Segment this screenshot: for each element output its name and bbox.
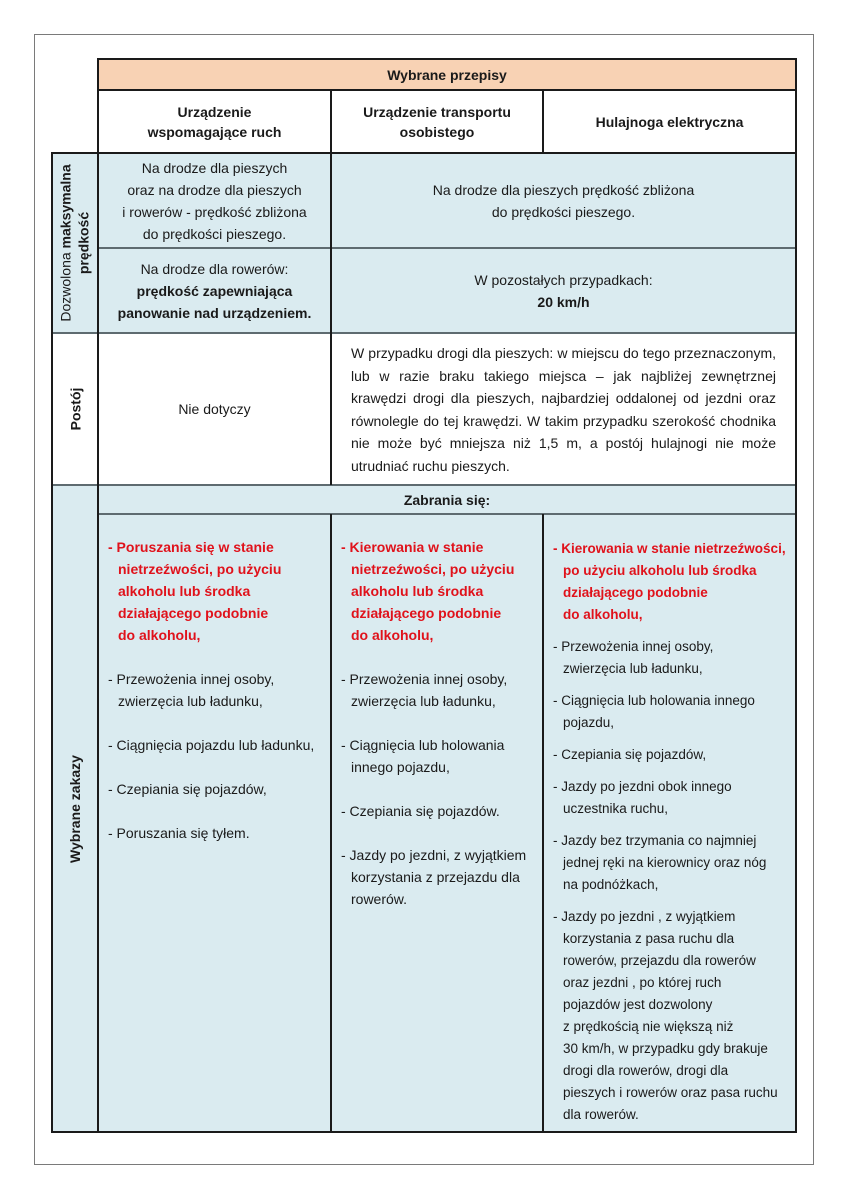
ban-line: - Przewożenia innej osoby, bbox=[341, 671, 508, 687]
bans-col1 bbox=[108, 536, 328, 844]
row-label-bans bbox=[52, 485, 98, 1132]
bans-col3 bbox=[553, 538, 793, 1126]
ban-line: - Czepiania się pojazdów, bbox=[108, 781, 267, 797]
ban-line: - Ciągnięcia lub holowania bbox=[341, 737, 505, 753]
grid-line bbox=[97, 58, 797, 60]
parking-col1-text: Nie dotyczy bbox=[178, 401, 251, 417]
ban-line: pojazdu, bbox=[563, 715, 615, 730]
speed-label-normal: Dozwolona bbox=[58, 248, 74, 322]
bans-header bbox=[98, 485, 796, 514]
ban-item bbox=[553, 744, 793, 766]
row-label-speed bbox=[52, 153, 98, 333]
bans-label-text: Wybrane zakazy bbox=[67, 754, 83, 863]
grid-line bbox=[542, 89, 544, 153]
grid-line bbox=[51, 152, 797, 154]
col3-header-line1: Hulajnoga elektryczna bbox=[595, 113, 744, 130]
ban-item bbox=[108, 734, 328, 756]
ban-line: pieszych i rowerów oraz pasa ruchu bbox=[563, 1085, 778, 1100]
grid-line bbox=[51, 1131, 797, 1133]
grid-line bbox=[97, 89, 797, 91]
col1-header-line1: Urządzenie bbox=[177, 103, 252, 120]
ban-line: zwierzęcia lub ładunku, bbox=[563, 661, 703, 676]
column-header-personal-transport bbox=[331, 90, 543, 153]
table-title bbox=[98, 59, 796, 90]
speed-col1-line: oraz na drodze dla pieszych bbox=[127, 181, 302, 198]
ban-item bbox=[341, 844, 541, 910]
ban-item bbox=[108, 668, 328, 712]
ban-line: dla rowerów. bbox=[563, 1107, 639, 1122]
ban-item-drunk bbox=[341, 536, 541, 646]
ban-line: rowerów. bbox=[351, 891, 408, 907]
grid-line bbox=[51, 152, 53, 1133]
ban-item-drunk bbox=[108, 536, 328, 646]
ban-item bbox=[108, 822, 328, 844]
ban-item bbox=[553, 776, 793, 820]
parking-label-text: Postój bbox=[67, 387, 83, 431]
ban-line: - Poruszania się tyłem. bbox=[108, 825, 250, 841]
col1-header-line2: wspomagające ruch bbox=[147, 123, 282, 140]
ban-item bbox=[341, 734, 541, 778]
grid-line bbox=[98, 247, 796, 249]
ban-line: do alkoholu, bbox=[563, 607, 643, 622]
ban-line: - Czepiania się pojazdów. bbox=[341, 803, 500, 819]
speed-col23-pedestrian bbox=[331, 153, 796, 248]
grid-line bbox=[795, 58, 797, 1133]
ban-line: z prędkością nie większą niż bbox=[563, 1019, 734, 1034]
ban-line: - Kierowania w stanie bbox=[341, 539, 484, 555]
ban-line: działającego podobnie bbox=[118, 605, 269, 621]
grid-line bbox=[330, 514, 332, 1133]
speed-col1-line: Na drodze dla pieszych bbox=[141, 159, 288, 176]
speed-col1-bike-bold2: panowanie nad urządzeniem. bbox=[117, 304, 312, 321]
ban-line: alkoholu lub środka bbox=[118, 583, 251, 599]
ban-line: - Przewożenia innej osoby, bbox=[553, 639, 714, 654]
ban-line: na podnóżkach, bbox=[563, 877, 659, 892]
ban-line: - Ciągnięcia lub holowania innego bbox=[553, 693, 755, 708]
ban-line: do alkoholu, bbox=[351, 627, 434, 643]
ban-line: - Jazdy po jezdni , z wyjątkiem bbox=[553, 909, 736, 924]
ban-item bbox=[553, 690, 793, 734]
speed-col1-bike-line1: Na drodze dla rowerów: bbox=[140, 260, 289, 277]
ban-line: zwierzęcia lub ładunku, bbox=[351, 693, 496, 709]
grid-line bbox=[98, 513, 796, 515]
ban-item bbox=[341, 668, 541, 712]
ban-line: działającego podobnie bbox=[563, 585, 708, 600]
ban-line: - Jazdy po jezdni, z wyjątkiem bbox=[341, 847, 527, 863]
speed-col1-pedestrian bbox=[98, 153, 331, 248]
ban-line: - Przewożenia innej osoby, bbox=[108, 671, 275, 687]
ban-line: uczestnika ruchu, bbox=[563, 801, 669, 816]
parking-col1 bbox=[98, 333, 331, 485]
ban-line: - Czepiania się pojazdów, bbox=[553, 747, 707, 762]
ban-line: - Jazdy po jezdni obok innego bbox=[553, 779, 732, 794]
speed-col1-bike-bold1: prędkość zapewniająca bbox=[136, 282, 293, 299]
speed-label-bold2: prędkość bbox=[76, 211, 92, 275]
speed-col1-bikepath bbox=[98, 248, 331, 333]
bans-col2 bbox=[341, 536, 541, 910]
parking-col23-text: W przypadku drogi dla pieszych: w miejscu do tego przeznaczonym, lub w razie braku takiego miejsca – jak najbliżej zewnętrznej krawędzi drogi dla pieszych, najbardziej oddalonej od jezdni oraz równolegle do tej krawędzi. W takim przypadku szerokość chodnika nie może być mniejsza niż 1,5 m, a postój hulajnogi nie może utrudniać ruchu pieszych. bbox=[351, 345, 776, 474]
ban-line: po użyciu alkoholu lub środka bbox=[563, 563, 757, 578]
col2-header-line1: Urządzenie transportu bbox=[363, 103, 511, 120]
grid-line bbox=[51, 332, 797, 334]
ban-line: działającego podobnie bbox=[351, 605, 502, 621]
ban-line: - Poruszania się w stanie bbox=[108, 539, 274, 555]
column-header-e-scooter bbox=[543, 90, 796, 153]
speed-col1-line: i rowerów - prędkość zbliżona bbox=[122, 203, 307, 220]
column-header-assistive-device bbox=[98, 90, 331, 153]
ban-line: zwierzęcia lub ładunku, bbox=[118, 693, 263, 709]
ban-line: nietrzeźwości, po użyciu bbox=[118, 561, 282, 577]
ban-line: jednej ręki na kierownicy oraz nóg bbox=[563, 855, 767, 870]
table-title-text: Wybrane przepisy bbox=[387, 66, 507, 83]
ban-item bbox=[341, 800, 541, 822]
row-label-parking bbox=[52, 333, 98, 485]
bans-header-text: Zabrania się: bbox=[403, 491, 491, 508]
ban-line: rowerów, przejazdu dla rowerów bbox=[563, 953, 756, 968]
grid-line bbox=[97, 58, 99, 1133]
grid-line bbox=[51, 484, 797, 486]
col2-header-line2: osobistego bbox=[399, 123, 475, 140]
speed-col23-other-line1: W pozostałych przypadkach: bbox=[474, 271, 653, 288]
speed-col23-other bbox=[331, 248, 796, 333]
grid-line bbox=[330, 89, 332, 153]
speed-limit-value: 20 km/h bbox=[537, 293, 590, 310]
ban-line: oraz jezdni , po której ruch bbox=[563, 975, 722, 990]
ban-line: alkoholu lub środka bbox=[351, 583, 484, 599]
speed-col23-line: do prędkości pieszego. bbox=[491, 203, 636, 220]
ban-line: korzystania z przejazdu dla bbox=[351, 869, 520, 885]
ban-line: korzystania z pasa ruchu dla bbox=[563, 931, 735, 946]
ban-line: - Kierowania w stanie nietrzeźwości, bbox=[553, 541, 786, 556]
speed-col1-line: do prędkości pieszego. bbox=[142, 225, 287, 242]
ban-line: - Ciągnięcia pojazdu lub ładunku, bbox=[108, 737, 315, 753]
grid-line bbox=[542, 514, 544, 1133]
ban-line: pojazdów jest dozwolony bbox=[563, 997, 713, 1012]
ban-item-drunk bbox=[553, 538, 793, 626]
ban-line: - Jazdy bez trzymania co najmniej bbox=[553, 833, 757, 848]
parking-col23 bbox=[331, 333, 796, 485]
ban-line: drogi dla rowerów, drogi dla bbox=[563, 1063, 729, 1078]
speed-col23-line: Na drodze dla pieszych prędkość zbliżona bbox=[432, 181, 695, 198]
speed-label-bold1: maksymalna bbox=[58, 164, 74, 249]
ban-item bbox=[553, 830, 793, 896]
grid-line bbox=[330, 152, 332, 485]
ban-line: innego pojazdu, bbox=[351, 759, 450, 775]
ban-line: 30 km/h, w przypadku gdy brakuje bbox=[563, 1041, 768, 1056]
ban-item bbox=[553, 636, 793, 680]
ban-item bbox=[553, 906, 793, 1126]
ban-line: do alkoholu, bbox=[118, 627, 201, 643]
ban-line: nietrzeźwości, po użyciu bbox=[351, 561, 515, 577]
ban-item bbox=[108, 778, 328, 800]
